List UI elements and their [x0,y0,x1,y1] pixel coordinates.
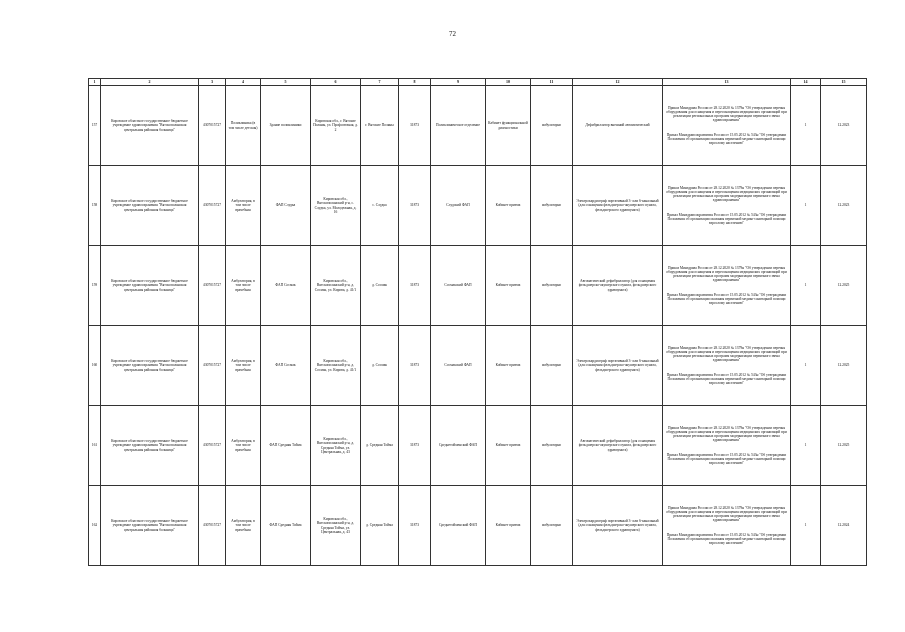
column-header: 3 [199,79,226,86]
organization-name: Кировское областное государственное бюджетное учреждение здравоохранения "Вятскополянская центральная районная больница" [101,166,199,246]
table-row [89,86,867,166]
header-row [89,79,867,86]
row-number: 160 [89,326,101,406]
unit-cell: Поликлиническое отделение [431,86,486,166]
unit-cell: Сосмакский ФАП [431,246,486,326]
room-cell: Кабинет приема [486,406,531,486]
regulation-cell [663,326,791,406]
code-cell: 31873 [399,406,431,486]
regulation-cell [663,406,791,486]
regulation-cell [663,486,791,566]
table-row [89,326,867,406]
organization-name: Кировское областное государственное бюджетное учреждение здравоохранения "Вятскополянская центральная районная больница" [101,486,199,566]
care-type: амбулаторно [531,166,573,246]
regulation-cell [663,166,791,246]
equipment-name: Электрокардиограф портативный 3- или 6-канальный (для оснащения фельдшерско-акушерского пункта, фельдшерского здравпункта) [573,486,663,566]
quantity-cell: 1 [791,406,821,486]
building-name: ФАП Слудка [261,166,311,246]
inn-cell: 4307015727 [199,166,226,246]
address-cell: Кировская обл., Вятскополянский р-н, д. Сосмак, ул. Кирова, д. 41/1 [311,326,361,406]
inn-cell: 4307015727 [199,406,226,486]
column-header: 8 [399,79,431,86]
address-cell: Кировская обл., Вятскополянский р-н, д. Сосмак, ул. Кирова, д. 41/1 [311,246,361,326]
care-type: амбулаторно [531,326,573,406]
date-cell: 12.2025 [821,326,867,406]
building-name: ФАП Средняя Тойма [261,486,311,566]
address-cell: Кировская обл., Вятскополянский р-н, д. Средняя Тойма, ул. Центральная, д. 43 [311,406,361,486]
regulation-cell [663,246,791,326]
column-header: 12 [573,79,663,86]
settlement-cell: с. Слудка [361,166,399,246]
column-header: 5 [261,79,311,86]
settlement-cell: г. Вятские Поляны [361,86,399,166]
page-number: 72 [449,30,456,38]
organization-name: Кировское областное государственное бюджетное учреждение здравоохранения "Вятскополянская центральная районная больница" [101,406,199,486]
division-type: Амбулатория, в том числе врачебная [226,166,261,246]
unit-cell: Сосмакский ФАП [431,326,486,406]
equipment-name: Автоматический дефибриллятор (для оснащения фельдшерско-акушерского пункта, фельдшерского здравпункта) [573,406,663,486]
quantity-cell: 1 [791,166,821,246]
care-type: амбулаторно [531,486,573,566]
regulation-order-1: Приказ Минздрава России от 28.12.2020 № 1379н "Об утверждении перечня оборудования для оснащения и переоснащения медицинских организаций при реализации региональных программ модернизации первичного звена здравоохранения" [666,425,787,443]
column-header: 4 [226,79,261,86]
organization-name: Кировское областное государственное бюджетное учреждение здравоохранения "Вятскополянская центральная районная больница" [101,86,199,166]
settlement-cell: д. Средняя Тойма [361,406,399,486]
settlement-cell: д. Средняя Тойма [361,486,399,566]
division-type: Амбулатория, в том числе врачебная [226,326,261,406]
date-cell: 12.2025 [821,246,867,326]
regulation-order-2: Приказ Минздравсоцразвития России от 15.05.2012 № 543н "Об утверждении Положения об организации оказания первичной медико-санитарной помощи взрослому населению" [666,452,787,466]
quantity-cell: 1 [791,86,821,166]
room-cell: Кабинет функциональной диагностики [486,86,531,166]
division-type: Амбулатория, в том числе врачебная [226,246,261,326]
building-name: ФАП Средняя Тойма [261,406,311,486]
room-cell: Кабинет приема [486,486,531,566]
care-type: амбулаторно [531,86,573,166]
address-cell: Кировская обл., Вятскополянский р-н, с. Слудка, ул. Молодежная, д. 16 [311,166,361,246]
inn-cell: 4307015727 [199,326,226,406]
regulation-order-2: Приказ Минздравсоцразвития России от 15.05.2012 № 543н "Об утверждении Положения об организации оказания первичной медико-санитарной помощи взрослому населению" [666,212,787,226]
equipment-table [88,78,867,566]
row-number: 161 [89,406,101,486]
regulation-order-1: Приказ Минздрава России от 28.12.2020 № 1379н "Об утверждении перечня оборудования для оснащения и переоснащения медицинских организаций при реализации региональных программ модернизации первичного звена здравоохранения" [666,185,787,203]
unit-cell: Среднетойменский ФАП [431,486,486,566]
organization-name: Кировское областное государственное бюджетное учреждение здравоохранения "Вятскополянская центральная районная больница" [101,246,199,326]
unit-cell: Среднетойменский ФАП [431,406,486,486]
code-cell: 31873 [399,246,431,326]
column-header: 1 [89,79,101,86]
building-name: ФАП Сосмак [261,326,311,406]
room-cell: Кабинет приема [486,246,531,326]
regulation-order-1: Приказ Минздрава России от 28.12.2020 № 1379н "Об утверждении перечня оборудования для оснащения и переоснащения медицинских организаций при реализации региональных программ модернизации первичного звена здравоохранения" [666,105,787,123]
quantity-cell: 1 [791,486,821,566]
organization-name: Кировское областное государственное бюджетное учреждение здравоохранения "Вятскополянская центральная районная больница" [101,326,199,406]
address-cell: Кировская обл., Вятскополянский р-н, д. Средняя Тойма, ул. Центральная, д. 43 [311,486,361,566]
row-number: 157 [89,86,101,166]
date-cell: 12.2024 [821,486,867,566]
address-cell: Кировская обл., г. Вятские Поляны, ул. Профсоюзная, д. 2 [311,86,361,166]
regulation-order-1: Приказ Минздрава России от 28.12.2020 № 1379н "Об утверждении перечня оборудования для оснащения и переоснащения медицинских организаций при реализации региональных программ модернизации первичного звена здравоохранения" [666,505,787,523]
column-header: 2 [101,79,199,86]
equipment-name: Автоматический дефибриллятор (для оснащения фельдшерско-акушерского пункта, фельдшерского здравпункта) [573,246,663,326]
code-cell: 31873 [399,326,431,406]
row-number: 159 [89,246,101,326]
inn-cell: 4307015727 [199,86,226,166]
care-type: амбулаторно [531,406,573,486]
building-name: Здание поликлиники [261,86,311,166]
room-cell: Кабинет приема [486,166,531,246]
regulation-order-2: Приказ Минздравсоцразвития России от 15.05.2012 № 543н "Об утверждении Положения об организации оказания первичной медико-санитарной помощи взрослому населению" [666,532,787,546]
column-header: 6 [311,79,361,86]
table-row [89,486,867,566]
column-header: 11 [531,79,573,86]
equipment-name: Электрокардиограф портативный 3- или 6-канальный (для оснащения фельдшерско-акушерского пункта, фельдшерского здравпункта) [573,326,663,406]
settlement-cell: д. Сосмак [361,326,399,406]
row-number: 162 [89,486,101,566]
regulation-cell [663,86,791,166]
column-header: 15 [821,79,867,86]
code-cell: 31873 [399,166,431,246]
column-header: 13 [663,79,791,86]
inn-cell: 4307015727 [199,486,226,566]
code-cell: 31873 [399,486,431,566]
regulation-order-1: Приказ Минздрава России от 28.12.2020 № 1379н "Об утверждении перечня оборудования для оснащения и переоснащения медицинских организаций при реализации региональных программ модернизации первичного звена здравоохранения" [666,265,787,283]
table-row [89,166,867,246]
quantity-cell: 1 [791,246,821,326]
date-cell: 12.2023 [821,166,867,246]
division-type: Амбулатория, в том числе врачебная [226,406,261,486]
care-type: амбулаторно [531,246,573,326]
quantity-cell: 1 [791,326,821,406]
settlement-cell: д. Сосмак [361,246,399,326]
column-header: 10 [486,79,531,86]
regulation-order-1: Приказ Минздрава России от 28.12.2020 № 1379н "Об утверждении перечня оборудования для оснащения и переоснащения медицинских организаций при реализации региональных программ модернизации первичного звена здравоохранения" [666,345,787,363]
column-header: 7 [361,79,399,86]
code-cell: 31873 [399,86,431,166]
row-number: 158 [89,166,101,246]
regulation-order-2: Приказ Минздравсоцразвития России от 15.05.2012 № 543н "Об утверждении Положения об организации оказания первичной медико-санитарной помощи взрослому населению" [666,372,787,386]
regulation-order-2: Приказ Минздравсоцразвития России от 15.05.2012 № 543н "Об утверждении Положения об организации оказания первичной медико-санитарной помощи взрослому населению" [666,132,787,146]
room-cell: Кабинет приема [486,326,531,406]
unit-cell: Слудский ФАП [431,166,486,246]
column-header: 9 [431,79,486,86]
table-row [89,406,867,486]
division-type: Амбулатория, в том числе врачебная [226,486,261,566]
date-cell: 12.2023 [821,86,867,166]
equipment-name: Электрокардиограф портативный 3- или 6-канальный (для оснащения фельдшерско-акушерского пункта, фельдшерского здравпункта) [573,166,663,246]
column-header: 14 [791,79,821,86]
inn-cell: 4307015727 [199,246,226,326]
regulation-order-2: Приказ Минздравсоцразвития России от 15.05.2012 № 543н "Об утверждении Положения об организации оказания первичной медико-санитарной помощи взрослому населению" [666,292,787,306]
equipment-name: Дефибриллятор внешний автоматический [573,86,663,166]
division-type: Поликлиника (в том числе детская) [226,86,261,166]
table-row [89,246,867,326]
building-name: ФАП Сосмак [261,246,311,326]
date-cell: 12.2025 [821,406,867,486]
